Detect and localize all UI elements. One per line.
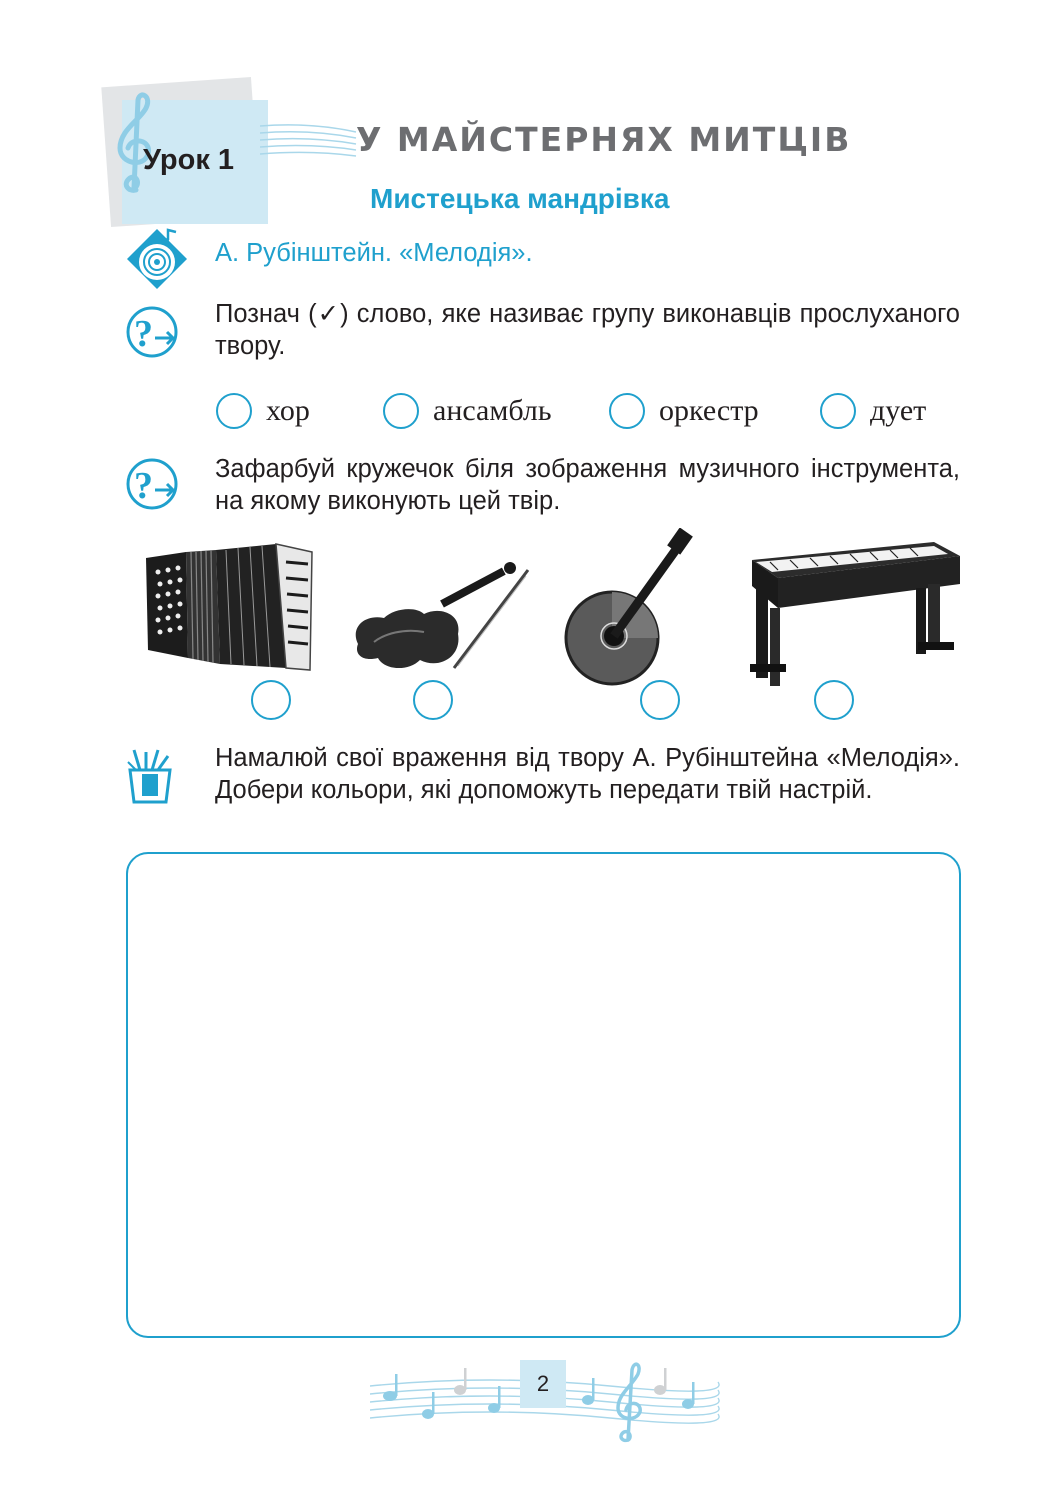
domra-image	[552, 528, 702, 688]
instrument-circle-piano[interactable]	[814, 680, 854, 720]
svg-text:?: ?	[134, 313, 153, 355]
question-icon	[125, 304, 181, 360]
pencil-cup-icon	[124, 748, 178, 804]
option-label: оркестр	[659, 394, 759, 427]
svg-text:?: ?	[134, 465, 153, 507]
option-label: ансамбль	[433, 394, 552, 427]
staff-lines-decoration	[260, 118, 360, 162]
option-duet[interactable]	[820, 391, 926, 431]
option-circle[interactable]	[820, 393, 856, 429]
treble-clef-icon	[110, 92, 160, 194]
violin-image	[344, 548, 534, 678]
digital-piano-image	[748, 538, 964, 688]
task3-text: Намалюй свої враження від твору А. Рубінштейна «Мелодія». Добери кольори, які допоможуть передати твій настрій.	[215, 744, 960, 804]
listening-title: А. Рубінштейн. «Мелодія».	[215, 239, 533, 267]
music-disc-icon	[124, 226, 190, 292]
lesson-subtitle: Мистецька мандрівка	[370, 183, 670, 214]
option-label: дует	[870, 394, 927, 427]
drawing-area[interactable]	[126, 852, 961, 1338]
question-icon	[125, 456, 181, 512]
option-circle[interactable]	[383, 393, 419, 429]
instrument-circle-domra[interactable]	[640, 680, 680, 720]
option-circle[interactable]	[609, 393, 645, 429]
task2-text: Зафарбуй кружечок біля зображення музичного інструмента, на якому виконують цей твір.	[215, 455, 960, 515]
lesson-label: Урок 1	[143, 144, 235, 176]
accordion-image	[136, 538, 326, 678]
page-number: 2	[520, 1360, 566, 1408]
option-orchestra[interactable]	[609, 391, 759, 431]
instrument-circle-accordion[interactable]	[251, 680, 291, 720]
instrument-circle-violin[interactable]	[413, 680, 453, 720]
task1-text: Познач (✓) слово, яке називає групу виконавців прослуханого твору.	[215, 300, 960, 360]
chapter-title: У МАЙСТЕРНЯХ МИТЦІВ	[356, 120, 852, 159]
option-choir[interactable]	[216, 391, 310, 431]
option-circle[interactable]	[216, 393, 252, 429]
option-ensemble[interactable]	[383, 391, 552, 431]
option-label: хор	[266, 394, 310, 427]
